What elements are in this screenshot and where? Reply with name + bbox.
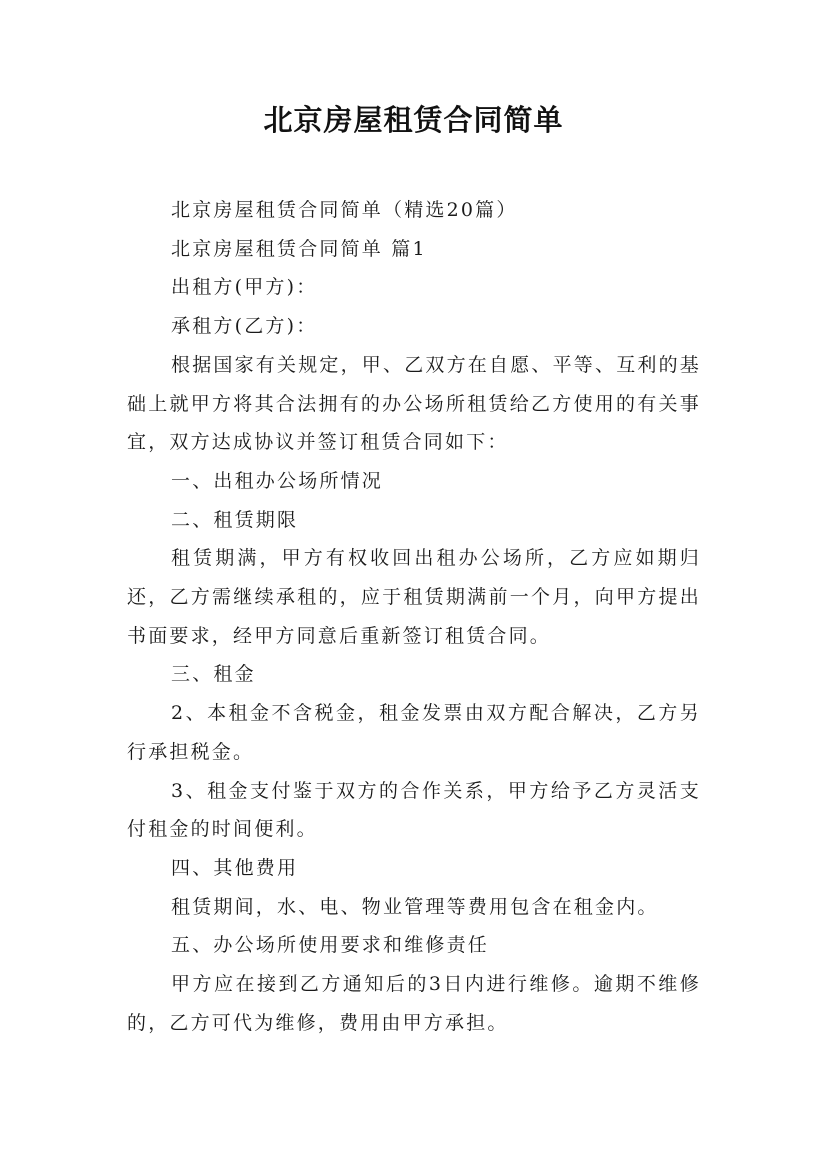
paragraph-other-fees: 租赁期间，水、电、物业管理等费用包含在租金内。 (171, 895, 659, 918)
document-title: 北京房屋租赁合同简单 (263, 103, 564, 137)
paragraph-clause-5-heading: 五、办公场所使用要求和维修责任 (171, 934, 490, 957)
paragraph-clause-2-heading: 二、租赁期限 (171, 508, 299, 531)
paragraph-rent-payment: 3、租金支付鉴于双方的合作关系，甲方给予乙方灵活支付租金的时间便利。 (127, 779, 701, 841)
paragraph-clause-3-heading: 三、租金 (171, 663, 256, 686)
paragraph-clause-1-heading: 一、出租办公场所情况 (171, 469, 384, 492)
paragraph-section-heading: 北京房屋租赁合同简单 篇1 (171, 237, 427, 260)
paragraph-lease-term: 租赁期满，甲方有权收回出租办公场所，乙方应如期归还，乙方需继续承租的，应于租赁期满前一个月，向甲方提出书面要求，经甲方同意后重新签订租赁合同。 (127, 547, 701, 647)
paragraph-clause-4-heading: 四、其他费用 (171, 856, 299, 879)
paragraph-lessee: 承租方(乙方)： (171, 315, 318, 338)
document-body (127, 191, 701, 1042)
paragraph-preamble: 根据国家有关规定，甲、乙双方在自愿、平等、互利的基础上就甲方将其合法拥有的办公场所租赁给乙方使用的有关事宜，双方达成协议并签订租赁合同如下： (127, 353, 702, 454)
paragraph-lessor: 出租方(甲方)： (171, 276, 318, 299)
paragraph-repair: 甲方应在接到乙方通知后的3日内进行维修。逾期不维修的，乙方可代为维修，费用由甲方承担。 (127, 973, 701, 1034)
paragraph-subtitle: 北京房屋租赁合同简单（精选20篇） (171, 199, 518, 221)
paragraph-rent-tax: 2、本租金不含税金，租金发票由双方配合解决，乙方另行承担税金。 (127, 702, 701, 763)
